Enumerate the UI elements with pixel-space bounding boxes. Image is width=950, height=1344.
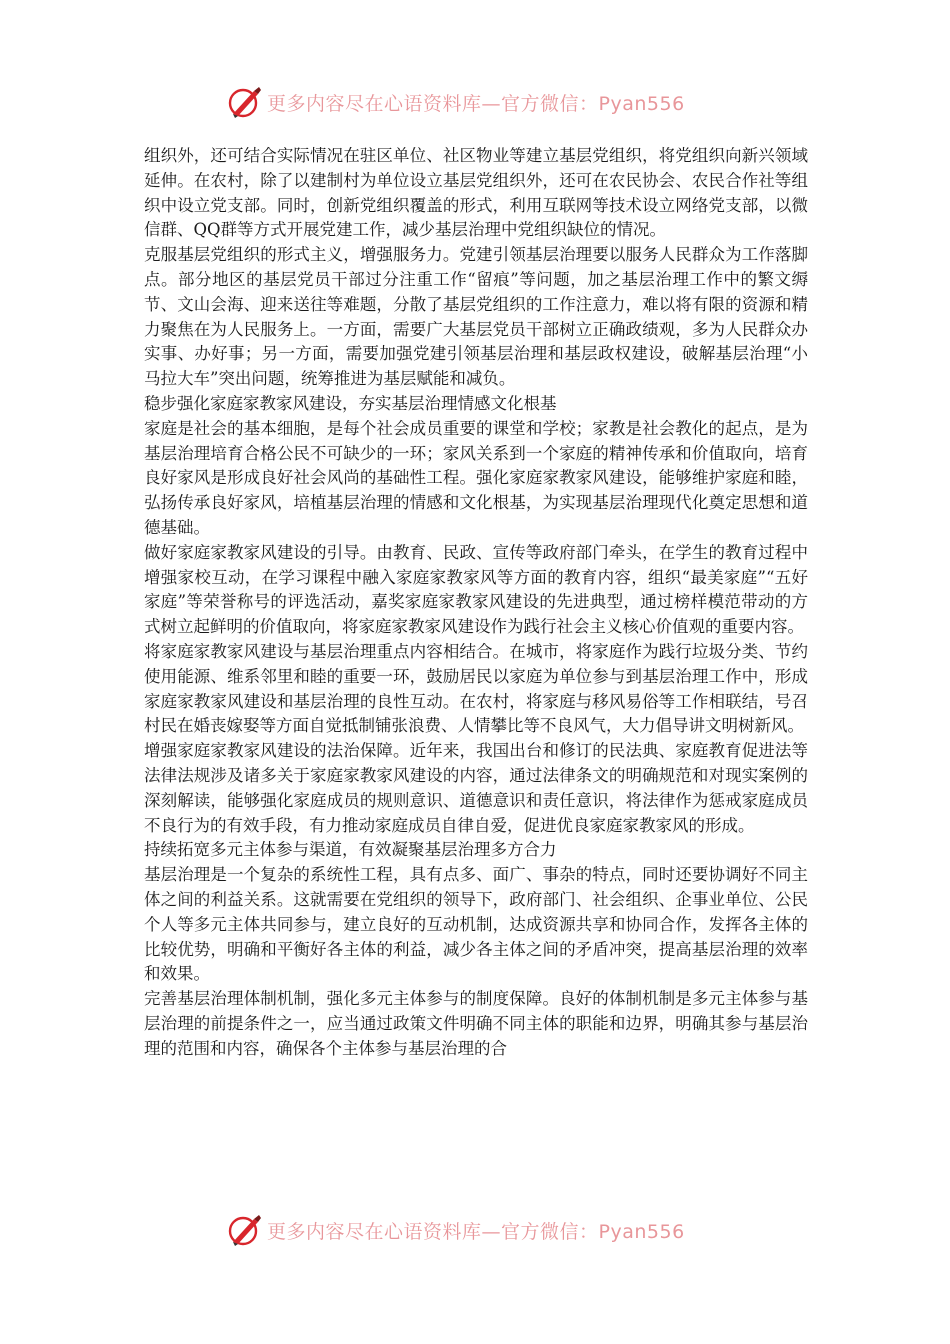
paragraph: 基层治理是一个复杂的系统性工程，具有点多、面广、事杂的特点，同时还要协调好不同主体之间的利益关系。这就需要在党组织的领导下，政府部门、社会组织、企事业单位、公民个人等多元主体共同参与，建立良好的互动机制，达成资源共享和协同合作，发挥各主体的比较优势，明确和平衡好各主体的利益，减少各主体之间的矛盾冲突，提高基层治理的效率和效果。 <box>144 865 808 984</box>
paragraph: 做好家庭家教家风建设的引导。由教育、民政、宣传等政府部门牵头，在学生的教育过程中增强家校互动，在学习课程中融入家庭家教家风等方面的教育内容，组织“最美家庭”“五好家庭”等荣誉称号的评选活动，嘉奖家庭家教家风建设的先进典型，通过榜样模范带动的方式树立起鲜明的价值取向，将家庭家教家风建设作为践行社会主义核心价值观的重要内容。 <box>144 542 808 637</box>
paragraph: 家庭是社会的基本细胞，是每个社会成员重要的课堂和学校；家教是社会教化的起点，是为基层治理培育合格公民不可缺少的一环；家风关系到一个家庭的精神传承和价值取向，培育良好家风是形成良好社会风尚的基础性工程。强化家庭家教家风建设，能够维护家庭和睦，弘扬传承良好家风，培植基层治理的情感和文化根基，为实现基层治理现代化奠定思想和道德基础。 <box>144 418 808 537</box>
watermark-text: 更多内容尽在心语资料库—官方微信：Pyan556 <box>267 1220 685 1243</box>
section-heading: 持续拓宽多元主体参与渠道，有效凝聚基层治理多方合力 <box>144 840 557 860</box>
document-body <box>144 144 808 1061</box>
paragraph: 增强家庭家教家风建设的法治保障。近年来，我国出台和修订的民法典、家庭教育促进法等法律法规涉及诸多关于家庭家教家风建设的内容，通过法律条文的明确规范和对现实案例的深刻解读，能够强化家庭成员的规则意识、道德意识和责任意识，将法律作为惩戒家庭成员不良行为的有效手段，有力推动家庭成员自律自爱，促进优良家庭家教家风的形成。 <box>144 741 808 835</box>
footer-watermark <box>227 1210 747 1250</box>
paragraph: 将家庭家教家风建设与基层治理重点内容相结合。在城市，将家庭作为践行垃圾分类、节约使用能源、维系邻里和睦的重要一环，鼓励居民以家庭为单位参与到基层治理工作中，形成家庭家教家风建设和基层治理的良性互动。在农村，将家庭与移风易俗等工作相联结，号召村民在婚丧嫁娶等方面自觉抵制铺张浪费、人情攀比等不良风气，大力倡导讲文明树新风。 <box>144 641 808 736</box>
section-heading: 稳步强化家庭家教家风建设，夯实基层治理情感文化根基 <box>144 393 557 413</box>
header-watermark <box>227 82 747 122</box>
paragraph: 克服基层党组织的形式主义，增强服务力。党建引领基层治理要以服务人民群众为工作落脚点。部分地区的基层党员干部过分注重工作“留痕”等问题，加之基层治理工作中的繁文缛节、文山会海、迎来送往等难题，分散了基层党组织的工作注意力，难以将有限的资源和精力聚焦在为人民服务上。一方面，需要广大基层党员干部树立正确政绩观，多为人民群众办实事、办好事；另一方面，需要加强党建引领基层治理和基层政权建设，破解基层治理“小马拉大车”突出问题，统筹推进为基层赋能和减负。 <box>144 245 808 389</box>
paragraph: 组织外，还可结合实际情况在驻区单位、社区物业等建立基层党组织，将党组织向新兴领域延伸。在农村，除了以建制村为单位设立基层党组织外，还可在农民协会、农民合作社等组织中设立党支部。同时，创新党组织覆盖的形式，利用互联网等技术设立网络党支部，以微信群、QQ群等方式开展党建工作，减少基层治理中党组织缺位的情况。 <box>144 146 808 240</box>
watermark-text: 更多内容尽在心语资料库—官方微信：Pyan556 <box>267 92 685 115</box>
paragraph: 完善基层治理体制机制，强化多元主体参与的制度保障。良好的体制机制是多元主体参与基层治理的前提条件之一，应当通过政策文件明确不同主体的职能和边界，明确其参与基层治理的范围和内容，确保各个主体参与基层治理的合 <box>144 989 808 1058</box>
pen-logo-icon <box>227 1212 263 1248</box>
pen-logo-icon <box>227 84 263 120</box>
